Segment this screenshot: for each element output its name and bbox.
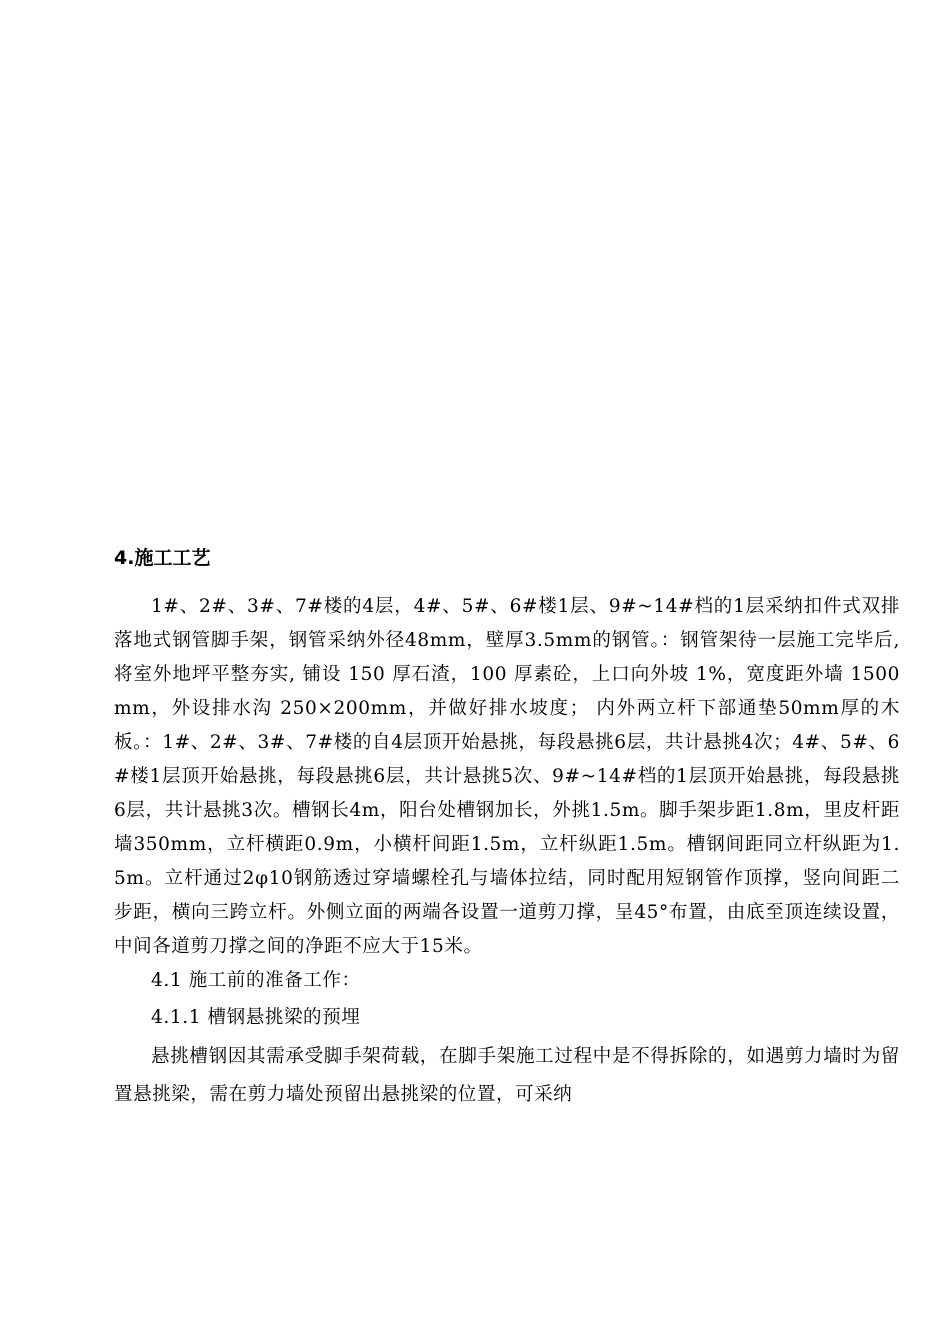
section-heading: 4.施工工艺 — [114, 547, 211, 569]
body-paragraph-2: 悬挑槽钢因其需承受脚手架荷载，在脚手架施工过程中是不得拆除的，如遇剪力墙时为留置悬挑梁，需在剪力墙处预留出悬挑梁的位置，可采纳 — [114, 1046, 900, 1105]
document-page — [114, 544, 900, 1114]
subheading-4-1: 4.1 施工前的准备工作： — [151, 970, 361, 991]
subheading-4-1-1: 4.1.1 槽钢悬挑梁的预埋 — [151, 1007, 361, 1028]
body-paragraph-1: 1#、2#、3#、7#楼的4层，4#、5#、6#楼1层、9#~14#档的1层采纳扣件式双排落地式钢管脚手架，钢管采纳外径48mm，壁厚3.5mm的钢管。：钢管架待一层施工完毕后,将室外地坪平整夯实, 铺设 150 厚石渣，100 厚素砼，上口向外坡 1%，宽度距外墙 1500mm，外设排水沟 250×200mm，并做好排水坡度； 内外两立杆下部通垫50mm厚的木板。：1#、2#、3#、7#楼的自4层顶开始悬挑，每段悬挑6层，共计悬挑4次；4#、5#、6#楼1层顶开始悬挑，每段悬挑6层，共计悬挑5次、9#~14#档的1层顶开始悬挑，每段悬挑6层，共计悬挑3次。槽钢长4m，阳台处槽钢加长，外挑1.5m。脚手架步距1.8m，里皮杆距墙350mm，立杆横距0.9m，小横杆间距1.5m，立杆纵距1.5m。槽钢间距同立杆纵距为1.5m。立杆通过2φ10钢筋透过穿墙螺栓孔与墙体拉结，同时配用短钢管作顶撑，竖向间距二步距，横向三跨立杆。外侧立面的两端各设置一道剪刀撑，呈45°布置，由底至顶连续设置，中间各道剪刀撑之间的净距不应大于15米。 — [114, 596, 900, 957]
